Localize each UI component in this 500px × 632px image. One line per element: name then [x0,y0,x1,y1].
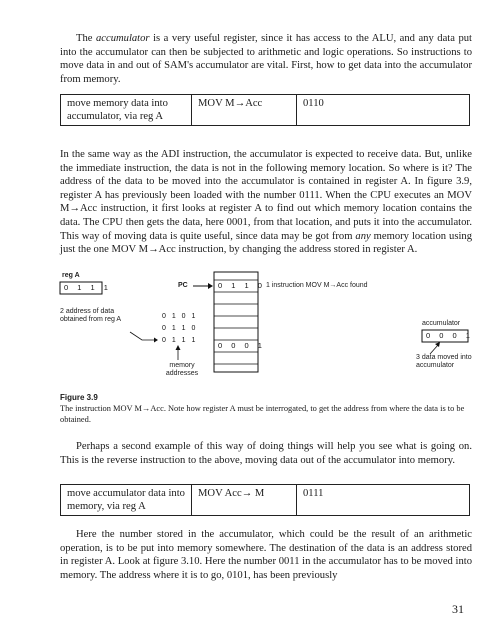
step-3-label: 3 data moved into accumulator [416,354,472,369]
instruction-code: 0110 [297,95,470,126]
address-0111: 0 1 1 1 [162,337,198,344]
accumulator-label: accumulator [422,320,461,327]
page-number: 31 [452,602,464,616]
instruction-mnemonic: MOV M→Acc [192,95,297,126]
data-moved-arrow [430,345,438,354]
instruction-mnemonic: MOV Acc→ M [192,485,297,516]
reg-a-bits: 0 1 1 1 [64,283,112,292]
instruction-description: move memory data into accumulator, via reg A [61,95,192,126]
pc-cell-bits: 0 1 1 0 [218,281,266,290]
figure-caption-title: Figure 3.9 [60,393,98,402]
reg-a-address-arrow [130,332,154,340]
reg-a-label: reg A [62,272,80,279]
emphasis-accumulator: accumulator [96,33,150,44]
accumulator-bits: 0 0 0 1 [426,331,474,340]
pc-arrowhead [208,283,213,289]
address-0101: 0 1 0 1 [162,313,198,320]
emphasis-any: any [355,230,371,242]
memory-addresses-label: memory addresses [165,362,199,377]
step-1-label: 1 instruction MOV M→Acc found [266,282,368,289]
step-2-label: 2 address of data obtained from reg A [60,308,122,323]
figure-3-9-diagram [58,268,478,390]
paragraph-accumulator-intro: The accumulator is a very useful register, since it has access to the ALU, and any data put into the accumulator can then be subjected to arithmetic and logic operations. So instructions to move data in and out of SAM's accumulator are vital. First, how to get data into the accumulator from memory. [60,33,472,85]
paragraph-mov-m-acc-explanation: In the same way as the ADI instruction, the accumulator is expected to receive data. But, unlike the immediate instruction, the data is not in the following memory location. So where is it? The address of the data to be moved into the accumulator is contained in register A. In figure 3.9, register A has previously been loaded with the number 0111. When the CPU executes an MOV M→Acc instruction, it first looks at register A to find out which memory location contains the data. The CPU then gets the data, here 0001, from that location, and puts it into the accumulator. This way of moving data is quite useful, since data may be got from any memory location using just the one MOV M→Acc instruction, by changing the address stored in register A. [60,149,472,256]
paragraph-accumulator-to-memory: Here the number stored in the accumulator, which could be the result of an arithmetic operation, is to be put into memory somewhere. The destination of the data is an address stored in register A. Look at figure 3.10. Here the number 0011 in the accumulator has to be moved into memory. The address where it is to go, 0101, has been previously [60,529,472,581]
paragraph-second-example: Perhaps a second example of this way of doing things will help you see what is going on. This is the reverse instruction to the above, moving data out of the accumulator into memory. [60,441,472,466]
address-0110: 0 1 1 0 [162,325,198,332]
pc-label: PC [178,282,188,289]
instruction-table-mov-acc-m [60,484,470,516]
instruction-table-mov-m-acc [60,94,470,126]
instruction-code: 0111 [297,485,470,516]
figure-caption-text: The instruction MOV M→Acc. Note how register A must be interrogated, to get the address from where the data is to be obtained. [60,404,465,424]
instruction-description: move accumulator data into memory, via reg A [61,485,192,516]
data-cell-bits: 0 0 0 1 [218,341,266,350]
